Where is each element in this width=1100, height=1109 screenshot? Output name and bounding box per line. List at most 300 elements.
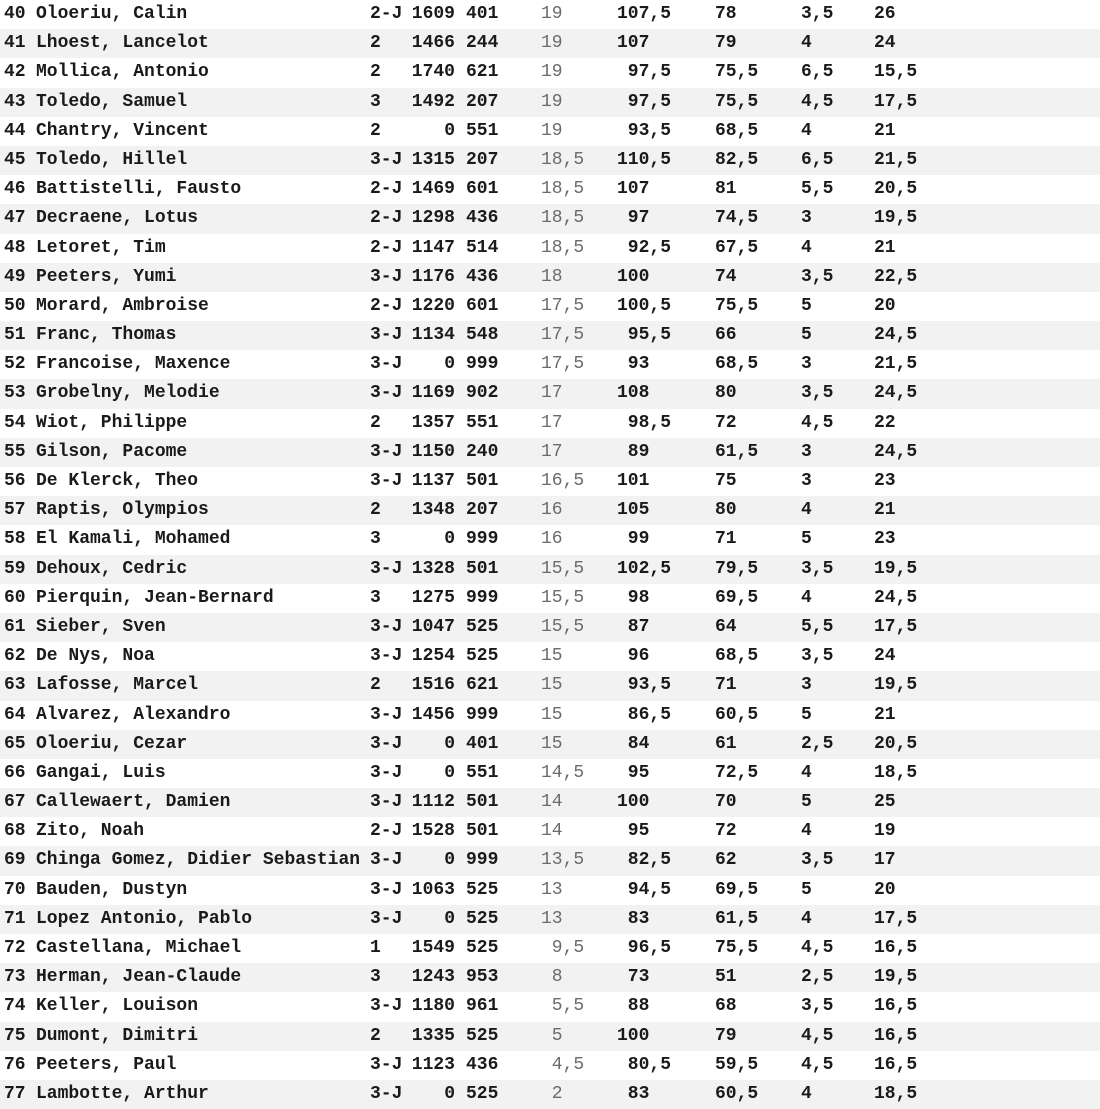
category-cell: 2-J <box>370 4 403 24</box>
tiebreak-4-cell: 18,5 <box>874 1083 918 1104</box>
tiebreak-2-cell: 60,5 <box>715 1083 759 1104</box>
rank-cell: 51 <box>4 325 26 346</box>
rank-cell: 40 <box>4 4 26 24</box>
rank-cell: 41 <box>4 33 26 54</box>
player-name-cell: Chinga Gomez, Didier Sebastian <box>36 850 361 871</box>
rating-cell: 1123 <box>411 1054 455 1075</box>
club-number-cell: 244 <box>466 33 499 54</box>
club-number-cell: 902 <box>466 383 499 404</box>
category-cell: 3-J <box>370 149 403 170</box>
club-number-cell: 525 <box>466 879 499 900</box>
table-row <box>0 525 1100 554</box>
club-number-cell: 501 <box>466 792 499 813</box>
table-row <box>0 584 1100 613</box>
rating-cell: 1466 <box>411 33 455 54</box>
rank-cell: 68 <box>4 821 26 842</box>
rank-cell: 74 <box>4 996 26 1017</box>
club-number-cell: 207 <box>466 149 499 170</box>
rank-cell: 56 <box>4 471 26 491</box>
tiebreak-4-cell: 25 <box>874 792 896 813</box>
player-name-cell: Gangai, Luis <box>36 762 166 783</box>
tiebreak-2-cell: 72 <box>715 412 737 433</box>
tiebreak-2-cell: 74 <box>715 266 737 287</box>
rank-cell: 52 <box>4 354 26 375</box>
table-row <box>0 1022 1100 1051</box>
rating-cell: 1275 <box>411 587 455 608</box>
points-cell: 15,5 <box>541 616 585 637</box>
tiebreak-2-cell: 67,5 <box>715 237 759 258</box>
player-name-cell: Chantry, Vincent <box>36 120 209 141</box>
club-number-cell: 501 <box>466 471 499 491</box>
tiebreak-3-cell: 6,5 <box>801 62 834 83</box>
category-cell: 3-J <box>370 266 403 287</box>
table-row <box>0 204 1100 233</box>
category-cell: 3-J <box>370 441 403 462</box>
player-name-cell: Castellana, Michael <box>36 938 242 958</box>
tiebreak-2-cell: 68 <box>715 996 737 1017</box>
tiebreak-3-cell: 4 <box>801 821 812 842</box>
club-number-cell: 548 <box>466 325 499 346</box>
tiebreak-4-cell: 24,5 <box>874 587 918 608</box>
player-name-cell: Alvarez, Alexandro <box>36 704 231 725</box>
tiebreak-3-cell: 4 <box>801 762 812 783</box>
tiebreak-3-cell: 3,5 <box>801 850 834 871</box>
rank-cell: 46 <box>4 179 26 200</box>
tiebreak-3-cell: 4,5 <box>801 1054 834 1075</box>
tiebreak-2-cell: 61,5 <box>715 441 759 462</box>
club-number-cell: 551 <box>466 120 499 141</box>
tiebreak-2-cell: 68,5 <box>715 354 759 375</box>
points-cell: 15 <box>541 704 563 725</box>
player-name-cell: Keller, Louison <box>36 996 199 1017</box>
table-row <box>0 263 1100 292</box>
points-cell: 17,5 <box>541 295 585 316</box>
table-row <box>0 1080 1100 1109</box>
tiebreak-1-cell: 96 <box>617 646 650 667</box>
tiebreak-4-cell: 19,5 <box>874 558 918 579</box>
player-name-cell: Franc, Thomas <box>36 325 177 346</box>
table-row <box>0 846 1100 875</box>
table-row <box>0 146 1100 175</box>
points-cell: 15 <box>541 733 563 754</box>
tiebreak-1-cell: 95 <box>617 821 650 842</box>
tiebreak-1-cell: 88 <box>617 996 650 1017</box>
rating-cell: 1335 <box>411 1025 455 1046</box>
player-name-cell: De Nys, Noa <box>36 646 155 667</box>
rank-cell: 42 <box>4 62 26 83</box>
table-row <box>0 409 1100 438</box>
points-cell: 18,5 <box>541 208 585 229</box>
category-cell: 3-J <box>370 471 403 491</box>
tiebreak-3-cell: 4 <box>801 237 812 258</box>
rating-cell: 1169 <box>411 383 455 404</box>
tiebreak-3-cell: 2,5 <box>801 733 834 754</box>
category-cell: 2-J <box>370 208 403 229</box>
category-cell: 3-J <box>370 616 403 637</box>
points-cell: 16 <box>541 529 563 550</box>
tiebreak-4-cell: 21,5 <box>874 354 918 375</box>
tiebreak-2-cell: 69,5 <box>715 587 759 608</box>
tiebreak-1-cell: 105 <box>617 500 650 521</box>
rating-cell: 1516 <box>411 675 455 696</box>
tiebreak-3-cell: 4 <box>801 908 812 929</box>
category-cell: 3-J <box>370 1054 403 1075</box>
tiebreak-4-cell: 24,5 <box>874 441 918 462</box>
tiebreak-4-cell: 23 <box>874 529 896 550</box>
tiebreak-3-cell: 3,5 <box>801 996 834 1017</box>
tiebreak-3-cell: 3,5 <box>801 383 834 404</box>
points-cell: 4,5 <box>541 1054 585 1075</box>
tiebreak-2-cell: 68,5 <box>715 646 759 667</box>
category-cell: 3-J <box>370 354 403 375</box>
points-cell: 18,5 <box>541 237 585 258</box>
category-cell: 2-J <box>370 295 403 316</box>
rating-cell: 1609 <box>411 4 455 24</box>
rating-cell: 1456 <box>411 704 455 725</box>
tiebreak-4-cell: 21 <box>874 704 896 725</box>
tiebreak-2-cell: 75 <box>715 471 737 491</box>
player-name-cell: Oloeriu, Cezar <box>36 733 188 754</box>
table-row <box>0 555 1100 584</box>
table-row <box>0 350 1100 379</box>
rating-cell: 0 <box>444 733 455 754</box>
table-row <box>0 117 1100 146</box>
points-cell: 15 <box>541 675 563 696</box>
tiebreak-1-cell: 89 <box>617 441 650 462</box>
tiebreak-4-cell: 17,5 <box>874 908 918 929</box>
club-number-cell: 525 <box>466 646 499 667</box>
category-cell: 1 <box>370 938 381 958</box>
club-number-cell: 961 <box>466 996 499 1017</box>
player-name-cell: Sieber, Sven <box>36 616 166 637</box>
tiebreak-4-cell: 16,5 <box>874 1025 918 1046</box>
tiebreak-4-cell: 24 <box>874 646 896 667</box>
tiebreak-2-cell: 79 <box>715 1025 737 1046</box>
tiebreak-2-cell: 75,5 <box>715 62 759 83</box>
tiebreak-1-cell: 93,5 <box>617 675 672 696</box>
tiebreak-1-cell: 95,5 <box>617 325 672 346</box>
club-number-cell: 207 <box>466 91 499 112</box>
category-cell: 3 <box>370 587 381 608</box>
tiebreak-3-cell: 5,5 <box>801 616 834 637</box>
player-name-cell: El Kamali, Mohamed <box>36 529 231 550</box>
tiebreak-3-cell: 5 <box>801 792 812 813</box>
club-number-cell: 601 <box>466 295 499 316</box>
tiebreak-3-cell: 4 <box>801 500 812 521</box>
rating-cell: 1243 <box>411 967 455 988</box>
points-cell: 14,5 <box>541 762 585 783</box>
club-number-cell: 514 <box>466 237 499 258</box>
tiebreak-4-cell: 21 <box>874 120 896 141</box>
points-cell: 15,5 <box>541 558 585 579</box>
rating-cell: 1112 <box>411 792 455 813</box>
tiebreak-2-cell: 62 <box>715 850 737 871</box>
rating-cell: 0 <box>444 1083 455 1104</box>
tiebreak-2-cell: 69,5 <box>715 879 759 900</box>
rating-cell: 1147 <box>411 237 455 258</box>
tiebreak-1-cell: 93 <box>617 354 650 375</box>
rating-cell: 0 <box>444 762 455 783</box>
table-row <box>0 730 1100 759</box>
table-row <box>0 379 1100 408</box>
tiebreak-1-cell: 96,5 <box>617 938 672 958</box>
rating-cell: 1047 <box>411 616 455 637</box>
tiebreak-1-cell: 98,5 <box>617 412 672 433</box>
tiebreak-3-cell: 4,5 <box>801 1025 834 1046</box>
tiebreak-4-cell: 17 <box>874 850 896 871</box>
club-number-cell: 436 <box>466 266 499 287</box>
club-number-cell: 551 <box>466 762 499 783</box>
rank-cell: 77 <box>4 1083 26 1104</box>
tiebreak-3-cell: 5 <box>801 879 812 900</box>
points-cell: 5,5 <box>541 996 585 1017</box>
rating-cell: 1220 <box>411 295 455 316</box>
rank-cell: 66 <box>4 762 26 783</box>
table-row <box>0 0 1100 29</box>
player-name-cell: Battistelli, Fausto <box>36 179 242 200</box>
rank-cell: 72 <box>4 938 26 958</box>
table-row <box>0 292 1100 321</box>
tiebreak-4-cell: 19 <box>874 821 896 842</box>
points-cell: 14 <box>541 792 563 813</box>
tiebreak-4-cell: 20,5 <box>874 179 918 200</box>
tiebreak-2-cell: 78 <box>715 4 737 24</box>
rating-cell: 1348 <box>411 500 455 521</box>
club-number-cell: 953 <box>466 967 499 988</box>
tiebreak-1-cell: 92,5 <box>617 237 672 258</box>
tiebreak-2-cell: 75,5 <box>715 91 759 112</box>
tiebreak-4-cell: 18,5 <box>874 762 918 783</box>
tiebreak-3-cell: 4 <box>801 120 812 141</box>
club-number-cell: 621 <box>466 62 499 83</box>
club-number-cell: 551 <box>466 412 499 433</box>
category-cell: 2 <box>370 412 381 433</box>
tiebreak-4-cell: 19,5 <box>874 208 918 229</box>
tiebreak-1-cell: 107 <box>617 179 650 200</box>
player-name-cell: Francoise, Maxence <box>36 354 231 375</box>
tiebreak-2-cell: 81 <box>715 179 737 200</box>
player-name-cell: Toledo, Samuel <box>36 91 188 112</box>
player-name-cell: Dumont, Dimitri <box>36 1025 199 1046</box>
table-row <box>0 701 1100 730</box>
category-cell: 3-J <box>370 704 403 725</box>
table-row <box>0 321 1100 350</box>
table-row <box>0 817 1100 846</box>
tiebreak-2-cell: 64 <box>715 616 737 637</box>
rating-cell: 1134 <box>411 325 455 346</box>
club-number-cell: 207 <box>466 500 499 521</box>
player-name-cell: Gilson, Pacome <box>36 441 188 462</box>
tiebreak-3-cell: 5 <box>801 704 812 725</box>
tiebreak-1-cell: 87 <box>617 616 650 637</box>
tiebreak-1-cell: 83 <box>617 1083 650 1104</box>
rank-cell: 65 <box>4 733 26 754</box>
category-cell: 2 <box>370 500 381 521</box>
tiebreak-3-cell: 3 <box>801 471 812 491</box>
tiebreak-1-cell: 97,5 <box>617 62 672 83</box>
table-row <box>0 1051 1100 1080</box>
club-number-cell: 621 <box>466 675 499 696</box>
rank-cell: 55 <box>4 441 26 462</box>
rank-cell: 70 <box>4 879 26 900</box>
category-cell: 3 <box>370 91 381 112</box>
tiebreak-2-cell: 70 <box>715 792 737 813</box>
tiebreak-2-cell: 60,5 <box>715 704 759 725</box>
club-number-cell: 999 <box>466 704 499 725</box>
tiebreak-1-cell: 73 <box>617 967 650 988</box>
player-name-cell: Lafosse, Marcel <box>36 675 199 696</box>
rank-cell: 61 <box>4 616 26 637</box>
category-cell: 2 <box>370 1025 381 1046</box>
category-cell: 3-J <box>370 646 403 667</box>
rank-cell: 43 <box>4 91 26 112</box>
points-cell: 19 <box>541 33 563 54</box>
tiebreak-2-cell: 61 <box>715 733 737 754</box>
tiebreak-2-cell: 74,5 <box>715 208 759 229</box>
tiebreak-2-cell: 82,5 <box>715 149 759 170</box>
points-cell: 17 <box>541 383 563 404</box>
tiebreak-3-cell: 6,5 <box>801 149 834 170</box>
category-cell: 3-J <box>370 762 403 783</box>
tiebreak-1-cell: 86,5 <box>617 704 672 725</box>
rating-cell: 1150 <box>411 441 455 462</box>
rating-cell: 1492 <box>411 91 455 112</box>
rank-cell: 57 <box>4 500 26 521</box>
rank-cell: 49 <box>4 266 26 287</box>
tiebreak-1-cell: 100 <box>617 792 650 813</box>
rank-cell: 64 <box>4 704 26 725</box>
category-cell: 3-J <box>370 558 403 579</box>
player-name-cell: Bauden, Dustyn <box>36 879 188 900</box>
tiebreak-1-cell: 100 <box>617 1025 650 1046</box>
rank-cell: 44 <box>4 120 26 141</box>
club-number-cell: 525 <box>466 616 499 637</box>
points-cell: 13 <box>541 879 563 900</box>
tiebreak-4-cell: 15,5 <box>874 62 918 83</box>
tiebreak-3-cell: 4,5 <box>801 938 834 958</box>
tiebreak-1-cell: 102,5 <box>617 558 672 579</box>
table-row <box>0 438 1100 467</box>
table-row <box>0 934 1100 963</box>
table-row <box>0 58 1100 87</box>
points-cell: 14 <box>541 821 563 842</box>
tiebreak-4-cell: 23 <box>874 471 896 491</box>
category-cell: 3-J <box>370 908 403 929</box>
table-row <box>0 963 1100 992</box>
club-number-cell: 999 <box>466 850 499 871</box>
tiebreak-1-cell: 99 <box>617 529 650 550</box>
category-cell: 3-J <box>370 879 403 900</box>
player-name-cell: Oloeriu, Calin <box>36 4 188 24</box>
tiebreak-1-cell: 100 <box>617 266 650 287</box>
category-cell: 3-J <box>370 850 403 871</box>
points-cell: 15,5 <box>541 587 585 608</box>
tiebreak-3-cell: 3 <box>801 208 812 229</box>
tiebreak-3-cell: 3,5 <box>801 646 834 667</box>
player-name-cell: Lhoest, Lancelot <box>36 33 209 54</box>
tiebreak-3-cell: 5 <box>801 295 812 316</box>
category-cell: 2-J <box>370 821 403 842</box>
tiebreak-3-cell: 5 <box>801 529 812 550</box>
tiebreak-2-cell: 80 <box>715 383 737 404</box>
tiebreak-2-cell: 72 <box>715 821 737 842</box>
player-name-cell: Letoret, Tim <box>36 237 166 258</box>
player-name-cell: Peeters, Yumi <box>36 266 177 287</box>
tiebreak-2-cell: 80 <box>715 500 737 521</box>
player-name-cell: Mollica, Antonio <box>36 62 209 83</box>
tiebreak-4-cell: 20,5 <box>874 733 918 754</box>
tiebreak-1-cell: 82,5 <box>617 850 672 871</box>
tiebreak-4-cell: 24,5 <box>874 383 918 404</box>
rank-cell: 50 <box>4 295 26 316</box>
player-name-cell: Raptis, Olympios <box>36 500 209 521</box>
tiebreak-3-cell: 3 <box>801 354 812 375</box>
tiebreak-3-cell: 4,5 <box>801 91 834 112</box>
club-number-cell: 525 <box>466 1083 499 1104</box>
category-cell: 2 <box>370 33 381 54</box>
rating-cell: 0 <box>444 354 455 375</box>
tiebreak-4-cell: 24 <box>874 33 896 54</box>
tiebreak-3-cell: 5,5 <box>801 179 834 200</box>
tiebreak-2-cell: 71 <box>715 529 737 550</box>
tiebreak-2-cell: 66 <box>715 325 737 346</box>
tiebreak-4-cell: 22 <box>874 412 896 433</box>
points-cell: 18,5 <box>541 179 585 200</box>
tiebreak-3-cell: 3 <box>801 675 812 696</box>
points-cell: 19 <box>541 120 563 141</box>
rating-cell: 1469 <box>411 179 455 200</box>
tiebreak-2-cell: 79,5 <box>715 558 759 579</box>
points-cell: 17 <box>541 412 563 433</box>
tiebreak-3-cell: 3,5 <box>801 266 834 287</box>
tiebreak-4-cell: 24,5 <box>874 325 918 346</box>
tiebreak-3-cell: 4 <box>801 1083 812 1104</box>
player-name-cell: Pierquin, Jean-Bernard <box>36 587 274 608</box>
points-cell: 13 <box>541 908 563 929</box>
points-cell: 17,5 <box>541 354 585 375</box>
table-row <box>0 992 1100 1021</box>
player-name-cell: Herman, Jean-Claude <box>36 967 242 988</box>
tiebreak-1-cell: 84 <box>617 733 650 754</box>
tiebreak-1-cell: 98 <box>617 587 650 608</box>
category-cell: 2 <box>370 62 381 83</box>
club-number-cell: 525 <box>466 1025 499 1046</box>
table-row <box>0 234 1100 263</box>
tiebreak-2-cell: 75,5 <box>715 938 759 958</box>
table-row <box>0 613 1100 642</box>
player-name-cell: Morard, Ambroise <box>36 295 209 316</box>
points-cell: 5 <box>541 1025 563 1046</box>
player-name-cell: Zito, Noah <box>36 821 145 842</box>
club-number-cell: 436 <box>466 1054 499 1075</box>
tiebreak-3-cell: 4 <box>801 587 812 608</box>
club-number-cell: 999 <box>466 529 499 550</box>
player-name-cell: Grobelny, Melodie <box>36 383 220 404</box>
rank-cell: 53 <box>4 383 26 404</box>
tiebreak-4-cell: 20 <box>874 295 896 316</box>
club-number-cell: 501 <box>466 821 499 842</box>
tiebreak-4-cell: 17,5 <box>874 616 918 637</box>
club-number-cell: 240 <box>466 441 499 462</box>
table-row <box>0 175 1100 204</box>
rank-cell: 69 <box>4 850 26 871</box>
tiebreak-1-cell: 108 <box>617 383 650 404</box>
rating-cell: 1357 <box>411 412 455 433</box>
player-name-cell: Wiot, Philippe <box>36 412 188 433</box>
points-cell: 17,5 <box>541 325 585 346</box>
rating-cell: 0 <box>444 529 455 550</box>
table-row <box>0 642 1100 671</box>
